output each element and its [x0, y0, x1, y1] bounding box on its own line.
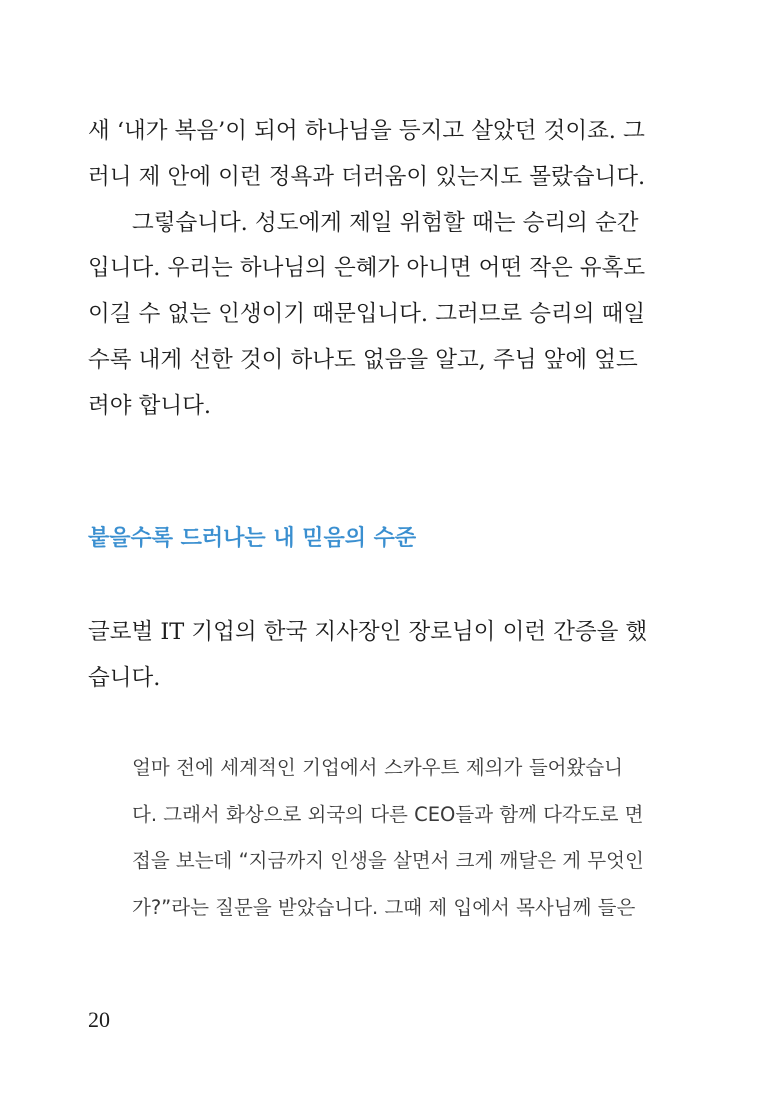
quote-line: 접을 보는데 “지금까지 인생을 살면서 크게 깨달은 게 무엇인: [132, 849, 644, 872]
page-number: 20: [88, 1007, 110, 1032]
paragraph-line: 려야 합니다.: [88, 393, 211, 419]
paragraph-line: 수록 내게 선한 것이 하나도 없음을 알고, 주님 앞에 엎드: [88, 347, 638, 373]
section-heading: 붙을수록 드러나는 내 믿음의 수준: [88, 526, 417, 551]
quote-line: 얼마 전에 세계적인 기업에서 스카우트 제의가 들어왔습니: [132, 756, 623, 779]
paragraph-line: 입니다. 우리는 하나님의 은혜가 아니면 어떤 작은 유혹도: [88, 255, 646, 281]
quote-line: 다. 그래서 화상으로 외국의 다른 CEO들과 함께 다각도로 면: [132, 803, 644, 826]
paragraph-line: 글로벌 IT 기업의 한국 지사장인 장로님이 이런 간증을 했: [88, 619, 648, 645]
paragraph-line: 이길 수 없는 인생이기 때문입니다. 그러므로 승리의 때일: [88, 301, 646, 327]
paragraph-line: 새 ‘내가 복음’이 되어 하나님을 등지고 살았던 것이죠. 그: [88, 118, 645, 144]
paragraph-line: 습니다.: [88, 665, 161, 691]
paragraph-line: 그렇습니다. 성도에게 제일 위험할 때는 승리의 순간: [132, 210, 639, 236]
quote-line: 가?”라는 질문을 받았습니다. 그때 제 입에서 목사님께 들은: [132, 896, 636, 919]
paragraph-line: 러니 제 안에 이런 정욕과 더러움이 있는지도 몰랐습니다.: [88, 164, 646, 190]
